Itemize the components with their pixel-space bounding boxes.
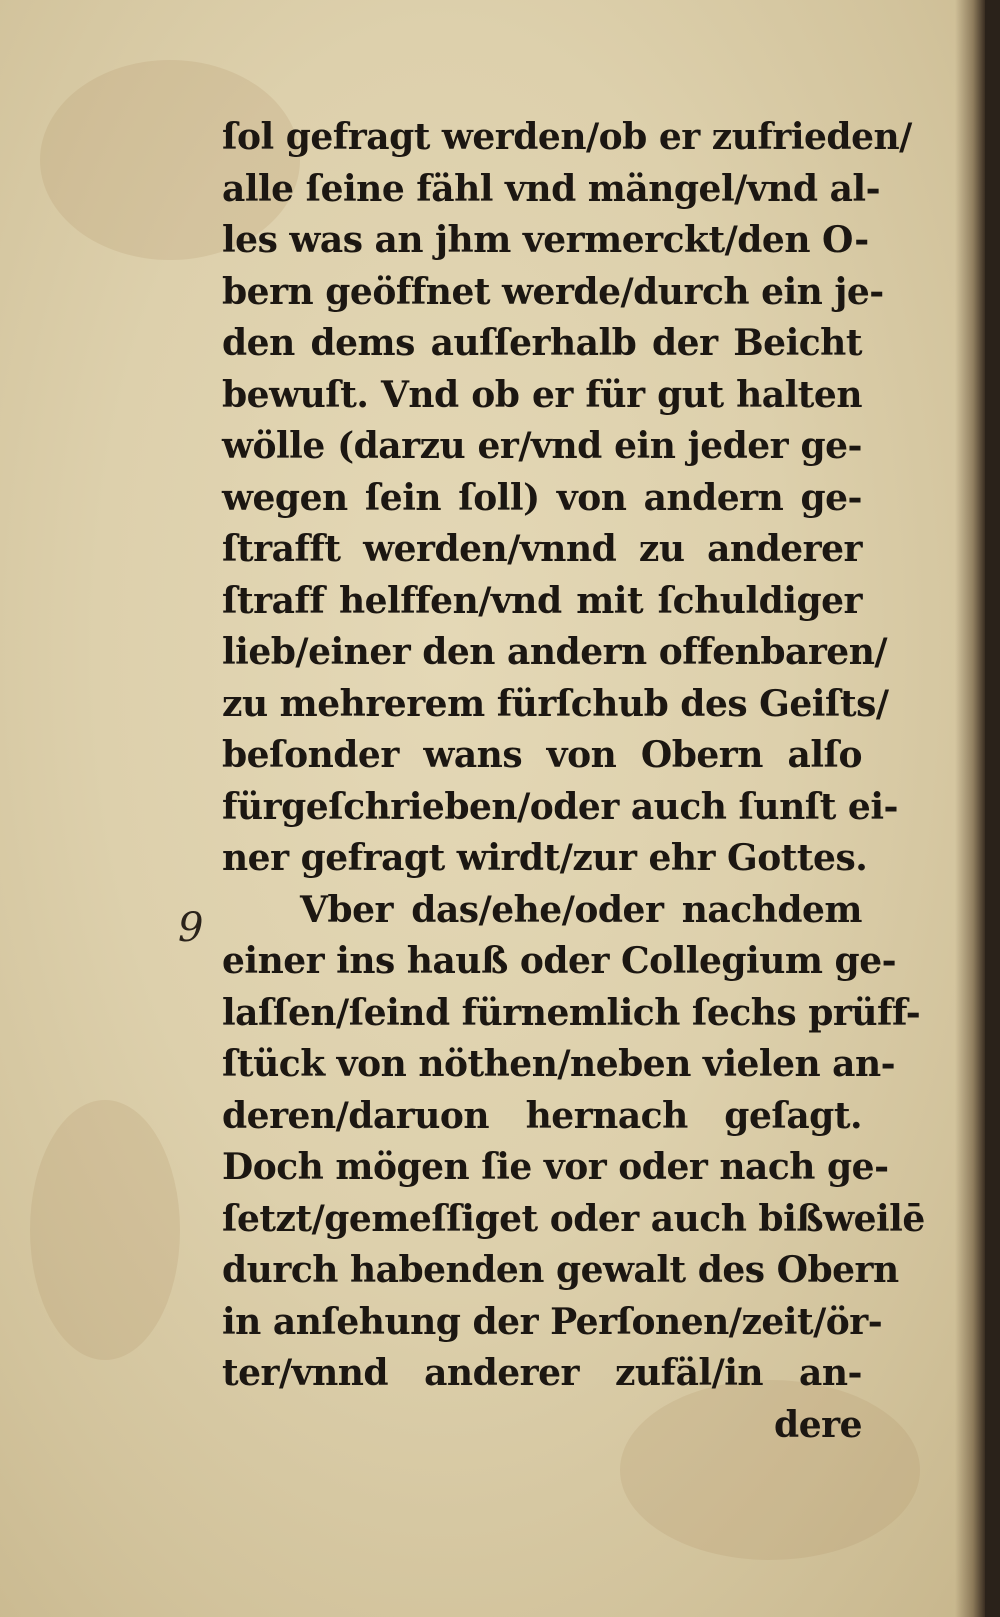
text-line: ſol gefragt werden/ob er zufrieden/ [222,116,912,158]
text-line: den dems auſſerhalb der Beicht [222,322,862,364]
text-line: durch habenden gewalt des Obern [222,1249,899,1291]
catchword: dere [774,1403,862,1446]
paper-stain [30,1100,180,1360]
book-gutter [955,0,985,1617]
text-line: wegen ſein ſoll) von andern ge- [222,476,862,519]
text-line: les was an jhm vermerckt/den O- [222,219,869,261]
text-line: ſtraff helffen/vnd mit ſchuldiger [222,579,862,622]
text-line: einer ins hauß oder Collegium ge- [222,940,897,982]
text-line: wölle (darzu er/vnd ein jeder ge- [222,425,862,467]
text-line: zu mehrerem fürſchub des Geiſts/ [222,682,889,725]
text-line: in anſehung der Perſonen/zeit/ör- [222,1300,883,1343]
margin-note-number: 9 [178,905,204,951]
text-line: bern geöffnet werde/durch ein je- [222,270,884,313]
body-text [222,112,925,1451]
text-line: Vber das/ehe/oder nachdem [300,888,862,931]
text-line: ner gefragt wirdt/zur ehr Gottes. [222,837,868,879]
text-line: lieb/einer den andern offenbaren/ [222,631,888,673]
text-line: fürgeſchrieben/oder auch ſunſt ei- [222,785,898,828]
text-line: ter/vnnd anderer zufäl/in an- [222,1352,862,1394]
text-line: bewuſt. Vnd ob er für gut halten [222,373,862,416]
text-line: ſetzt/gemeſſiget oder auch bißweilē [222,1197,925,1240]
text-line: deren/daruon hernach geſagt. [222,1094,862,1137]
text-line: Doch mögen ſie vor oder nach ge- [222,1146,889,1188]
text-line: ſtrafft werden/vnnd zu anderer [222,528,862,570]
text-line: laſſen/ſeind fürnemlich ſechs prüff- [222,991,921,1034]
text-line: ſtück von nöthen/neben vielen an- [222,1043,896,1085]
text-line: alle ſeine fähl vnd mängel/vnd al- [222,167,881,210]
text-line: beſonder wans von Obern alſo [222,734,862,776]
